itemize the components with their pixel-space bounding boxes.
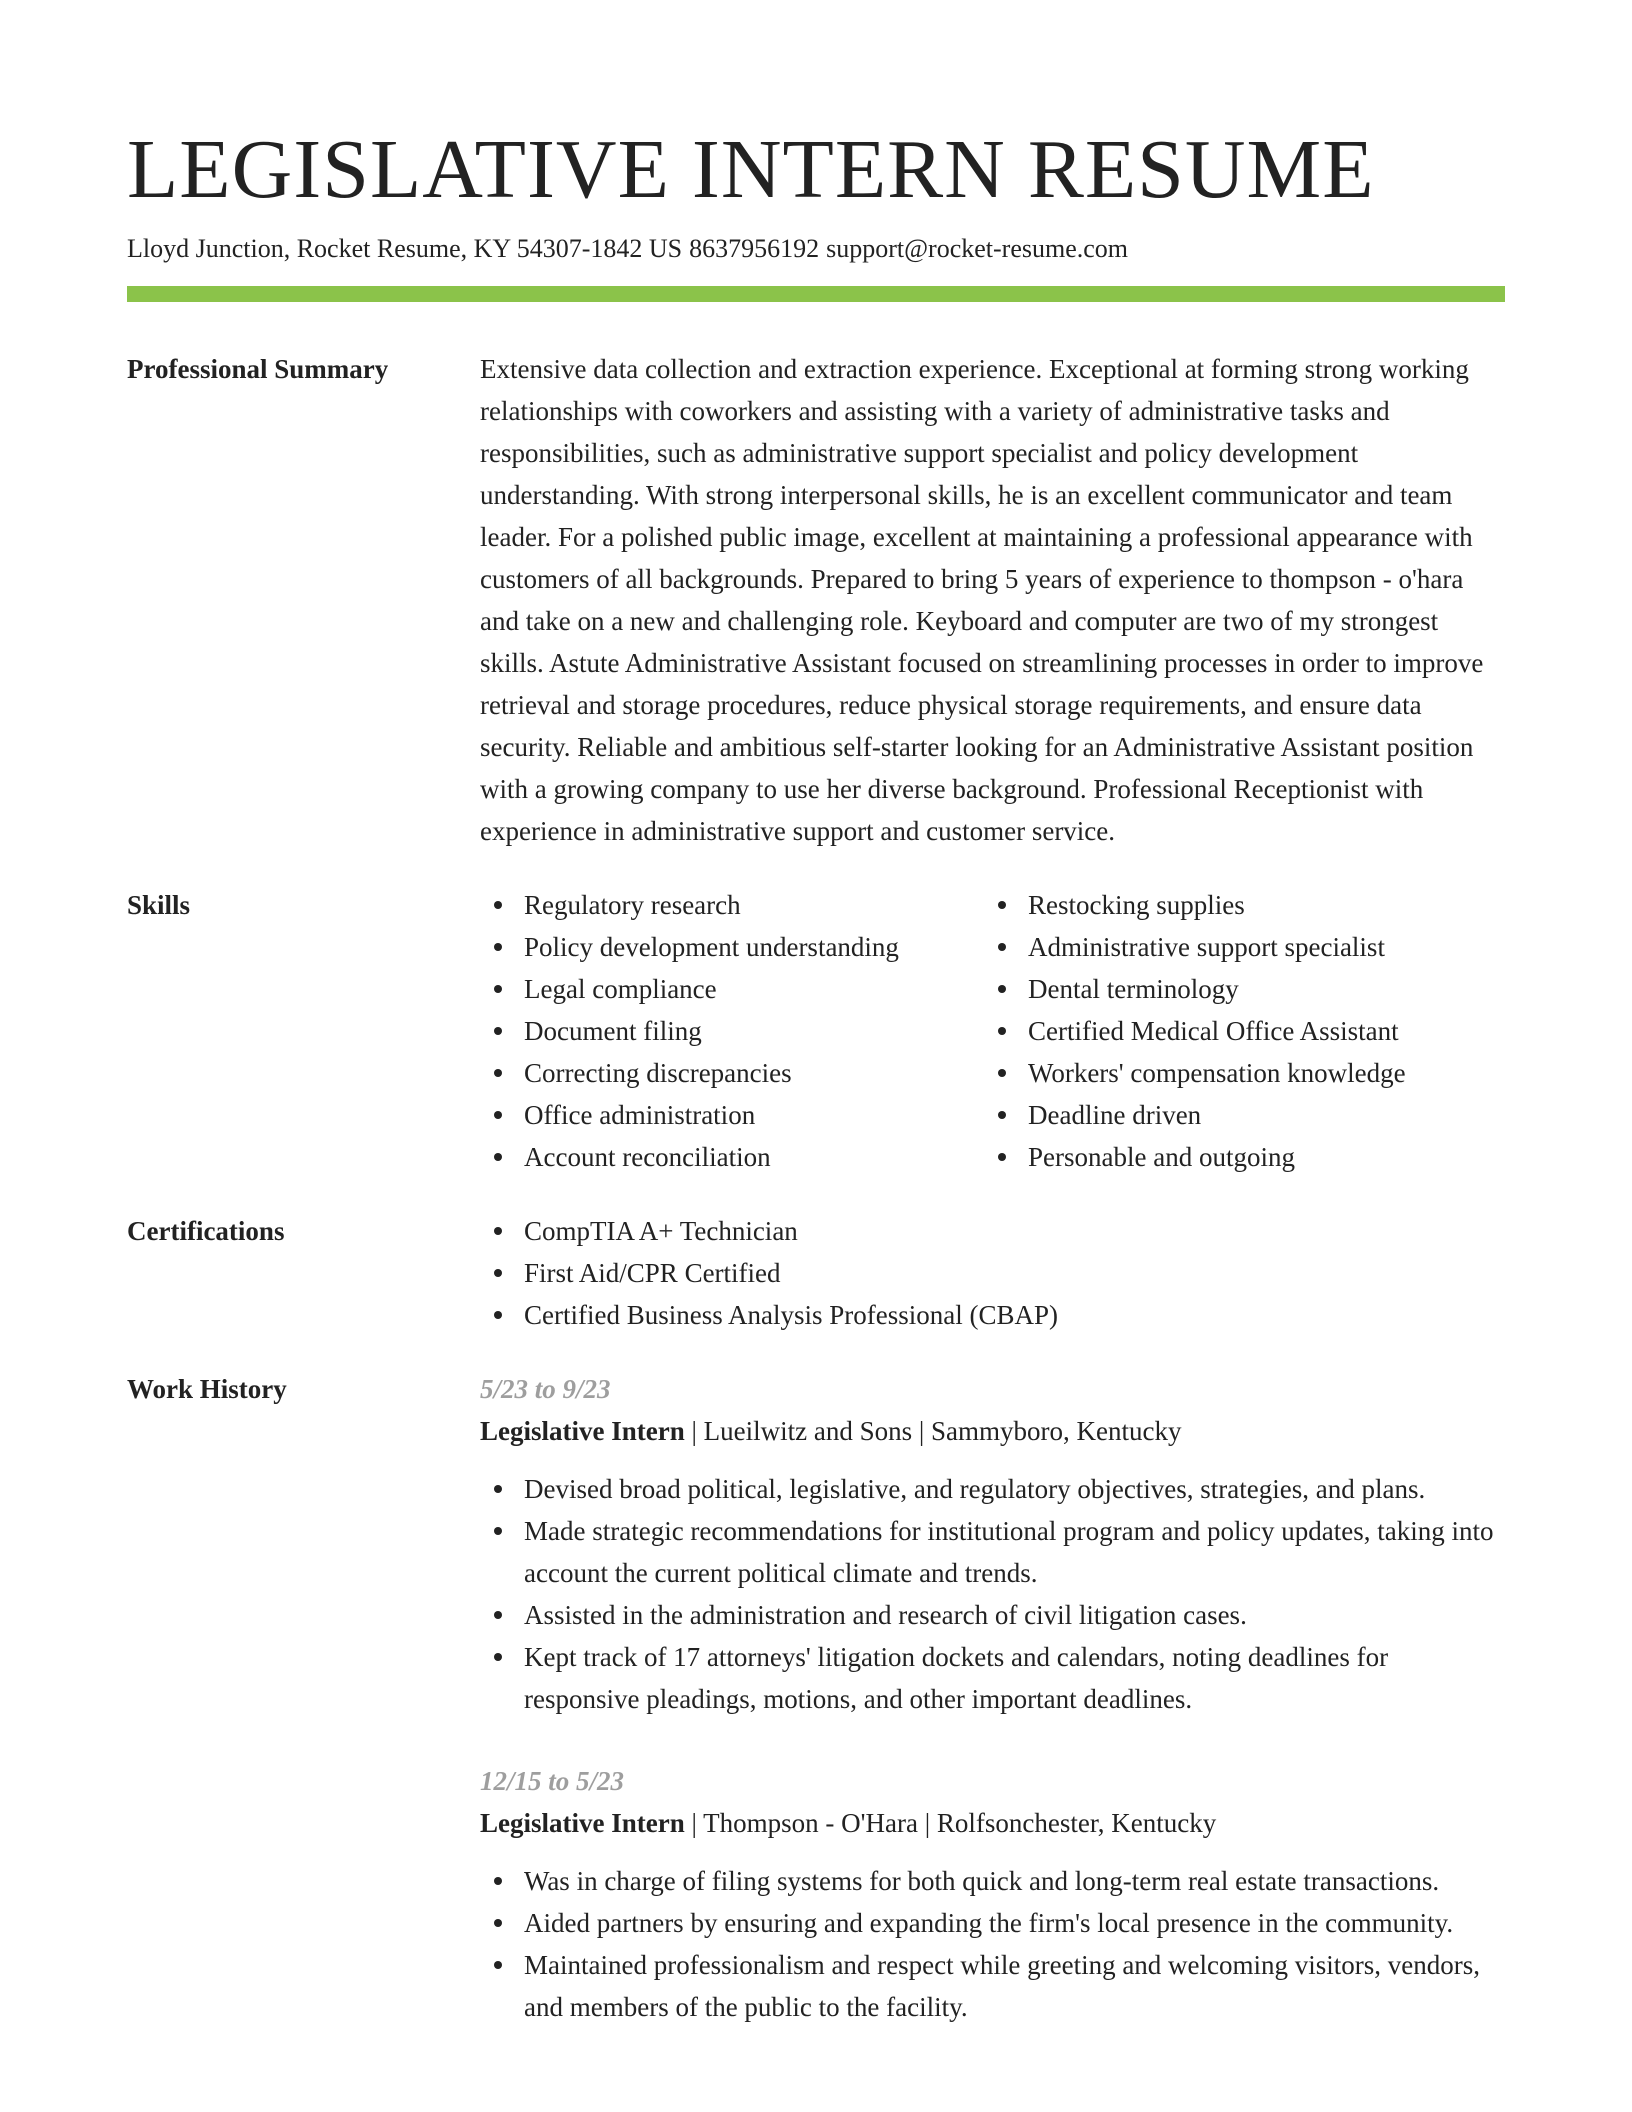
skill-item: Account reconciliation	[480, 1136, 984, 1178]
job-duties-list	[480, 1860, 1505, 2028]
skill-item: Dental terminology	[984, 968, 1488, 1010]
job-duty: Assisted in the administration and research of civil litigation cases.	[480, 1594, 1505, 1636]
job-title: Legislative Intern	[480, 1416, 685, 1446]
skill-item: Regulatory research	[480, 884, 984, 926]
skill-item: Workers' compensation knowledge	[984, 1052, 1488, 1094]
job-title: Legislative Intern	[480, 1808, 685, 1838]
skill-item: Office administration	[480, 1094, 984, 1136]
skill-item: Personable and outgoing	[984, 1136, 1488, 1178]
contact-address: Lloyd Junction, Rocket Resume, KY 54307-1842 US	[127, 234, 683, 263]
contact-phone: 8637956192	[689, 234, 820, 263]
skill-item: Policy development understanding	[480, 926, 984, 968]
professional-summary-section	[127, 348, 1505, 852]
skill-item: Administrative support specialist	[984, 926, 1488, 968]
summary-body	[480, 348, 1505, 852]
job-details: | Thompson - O'Hara | Rolfsonchester, Kentucky	[684, 1808, 1217, 1838]
summary-text: Extensive data collection and extraction experience. Exceptional at forming strong working relationships with coworkers and assisting with a variety of administrative tasks and responsibilities, such as administrative support specialist and policy development understanding. With strong interpersonal skills, he is an excellent communicator and team leader. For a polished public image, excellent at maintaining a professional appearance with customers of all backgrounds. Prepared to bring 5 years of experience to thompson - o'hara and take on a new and challenging role. Keyboard and computer are two of my strongest skills. Astute Administrative Assistant focused on streamlining processes in order to improve retrieval and storage procedures, reduce physical storage requirements, and ensure data security. Reliable and ambitious self-starter looking for an Administrative Assistant position with a growing company to use her diverse background. Professional Receptionist with experience in administrative support and customer service.	[480, 354, 1484, 846]
contact-email: support@rocket-resume.com	[826, 234, 1129, 263]
certifications-list	[480, 1210, 1505, 1336]
header-divider	[127, 286, 1505, 302]
work-history-section	[127, 1368, 1505, 2068]
resume-title: LEGISLATIVE INTERN RESUME	[127, 123, 1375, 216]
skill-item: Document filing	[480, 1010, 984, 1052]
skill-item: Restocking supplies	[984, 884, 1488, 926]
skills-list-right	[984, 884, 1488, 1178]
skills-section	[127, 884, 1505, 1178]
resume-sections	[127, 348, 1505, 2068]
job-duty: Was in charge of filing systems for both quick and long-term real estate transactions.	[480, 1860, 1505, 1902]
section-heading-work-history: Work History	[127, 1374, 287, 1404]
skill-item: Correcting discrepancies	[480, 1052, 984, 1094]
job-duty: Devised broad political, legislative, and regulatory objectives, strategies, and plans.	[480, 1468, 1505, 1510]
job-duty: Aided partners by ensuring and expanding the firm's local presence in the community.	[480, 1902, 1505, 1944]
skills-column-right	[984, 884, 1488, 1178]
skill-item: Legal compliance	[480, 968, 984, 1010]
section-heading-certifications: Certifications	[127, 1216, 285, 1246]
job-duties-list	[480, 1468, 1505, 1720]
skills-grid	[480, 884, 1505, 1178]
work-history-body	[480, 1368, 1505, 2068]
skills-column-left	[480, 884, 984, 1178]
certification-item: First Aid/CPR Certified	[480, 1252, 1505, 1294]
skill-item: Deadline driven	[984, 1094, 1488, 1136]
job-entry	[480, 1760, 1505, 2028]
contact-line	[127, 230, 1128, 268]
section-heading-summary: Professional Summary	[127, 354, 389, 384]
job-dates: 12/15 to 5/23	[480, 1766, 625, 1796]
skills-list-left	[480, 884, 984, 1178]
job-header	[480, 1410, 1505, 1452]
job-details: | Lueilwitz and Sons | Sammyboro, Kentucky	[684, 1416, 1182, 1446]
certifications-section	[127, 1210, 1505, 1336]
certifications-body	[480, 1210, 1505, 1336]
certification-item: CompTIA A+ Technician	[480, 1210, 1505, 1252]
job-dates: 5/23 to 9/23	[480, 1374, 611, 1404]
section-heading-skills: Skills	[127, 890, 191, 920]
certification-item: Certified Business Analysis Professional (CBAP)	[480, 1294, 1505, 1336]
skill-item: Certified Medical Office Assistant	[984, 1010, 1488, 1052]
job-duty: Made strategic recommendations for institutional program and policy updates, taking into account the current political climate and trends.	[480, 1510, 1505, 1594]
job-duty: Kept track of 17 attorneys' litigation dockets and calendars, noting deadlines for responsive pleadings, motions, and other important deadlines.	[480, 1636, 1505, 1720]
job-duty: Maintained professionalism and respect while greeting and welcoming visitors, vendors, and members of the public to the facility.	[480, 1944, 1505, 2028]
job-header	[480, 1802, 1505, 1844]
job-entry	[480, 1368, 1505, 1720]
